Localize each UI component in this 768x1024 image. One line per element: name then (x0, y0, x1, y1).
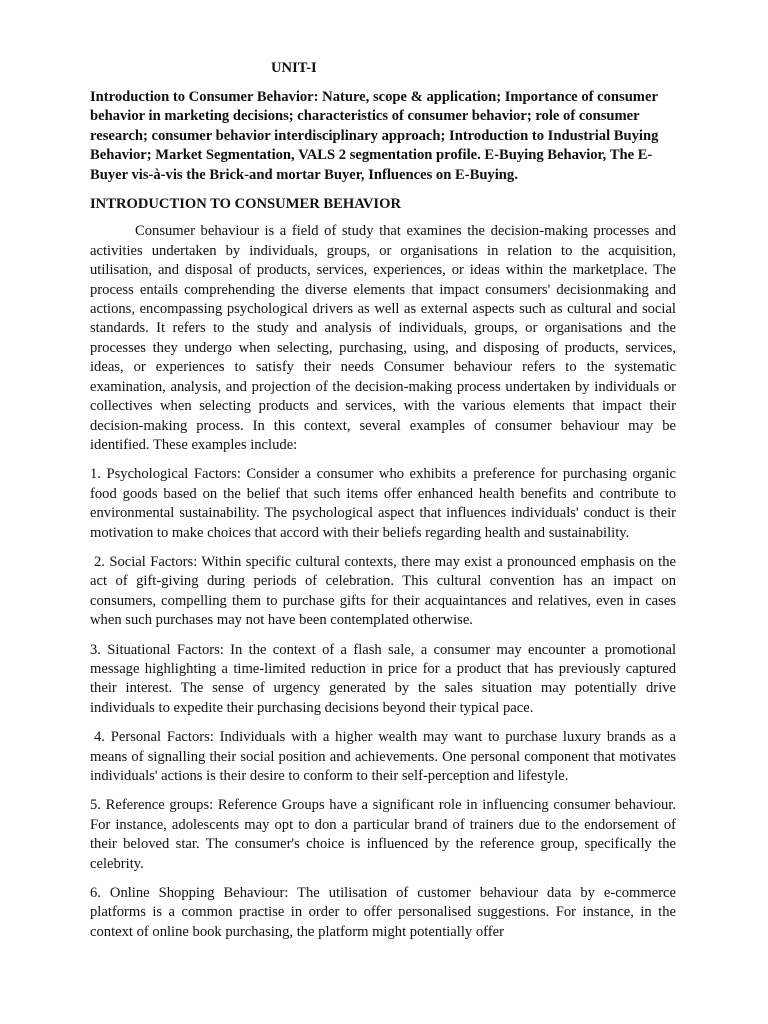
example-online-shopping: 6. Online Shopping Behaviour: The utilisation of customer behaviour data by e-commerce platforms is a common practise in order to offer personalised suggestions. For instance, in the context of online book purchasing, the platform might potentially offer (90, 885, 676, 940)
document-page (90, 59, 676, 952)
syllabus-summary: Introduction to Consumer Behavior: Nature, scope & application; Importance of consumer behavior in marketing decisions; characteristics of consumer behavior; role of consumer research; consumer behavior interdisciplinary approach; Introduction to Industrial Buying Behavior; Market Segmentation, VALS 2 segmentation profile. E-Buying Behavior, The E-Buyer vis-à-vis the Brick-and mortar Buyer, Influences on E-Buying. (90, 89, 659, 183)
example-situational-factors: 3. Situational Factors: In the context of a flash sale, a consumer may encounter a promotional message highlighting a time-limited reduction in price for a product that has previously captured their interest. The sense of urgency generated by the sales situation may potentially drive individuals to expedite their purchasing decisions beyond their typical pace. (90, 641, 676, 716)
example-social-factors: 2. Social Factors: Within specific cultural contexts, there may exist a pronounced emphasis on the act of gift-giving during periods of celebration. This cultural convention has an impact on consumers, compelling them to purchase gifts for their acquaintances and relatives, even in cases when such purchases may not have been contemplated otherwise. (90, 553, 676, 629)
unit-title: UNIT-I (271, 60, 317, 76)
example-reference-groups: 5. Reference groups: Reference Groups have a significant role in influencing consumer behaviour. For instance, adolescents may opt to don a particular brand of trainers due to the endorsement of their beloved star. The consumer's choice is influenced by the reference group, specifically the celebrity. (90, 797, 676, 872)
example-personal-factors: 4. Personal Factors: Individuals with a higher wealth may want to purchase luxury brands as a means of signalling their social position and achievements. One personal component that motivates individuals' actions is their desire to conform to their self-perception and lifestyle. (90, 729, 676, 784)
example-psychological-factors: 1. Psychological Factors: Consider a consumer who exhibits a preference for purchasing organic food goods based on the belief that such items offer enhanced health benefits and contribute to environmental sustainability. The psychological aspect that influences individuals' conduct is their motivation to make choices that accord with their beliefs regarding health and sustainability. (90, 466, 676, 541)
section-heading: INTRODUCTION TO CONSUMER BEHAVIOR (90, 196, 401, 213)
intro-paragraph: Consumer behaviour is a field of study that examines the decision-making processes and activities undertaken by individuals, groups, or organisations in relation to the acquisition, utilisation, and disposal of products, services, experiences, or ideas within the marketplace. The process entails comprehending the diverse elements that impact consumers' decisionmaking and actions, encompassing psychological drivers as well as external aspects such as cultural and social standards. It refers to the study and analysis of individuals, groups, or organisations and the processes they undergo when selecting, purchasing, using, and disposing of products, services, ideas, or experiences to satisfy their needs Consumer behaviour refers to the systematic examination, analysis, and projection of the decision-making process undertaken by individuals or collectives when selecting products and services, with the various elements that impact their decision-making process. In this context, several examples of consumer behaviour may be identified. These examples include: (90, 223, 676, 453)
